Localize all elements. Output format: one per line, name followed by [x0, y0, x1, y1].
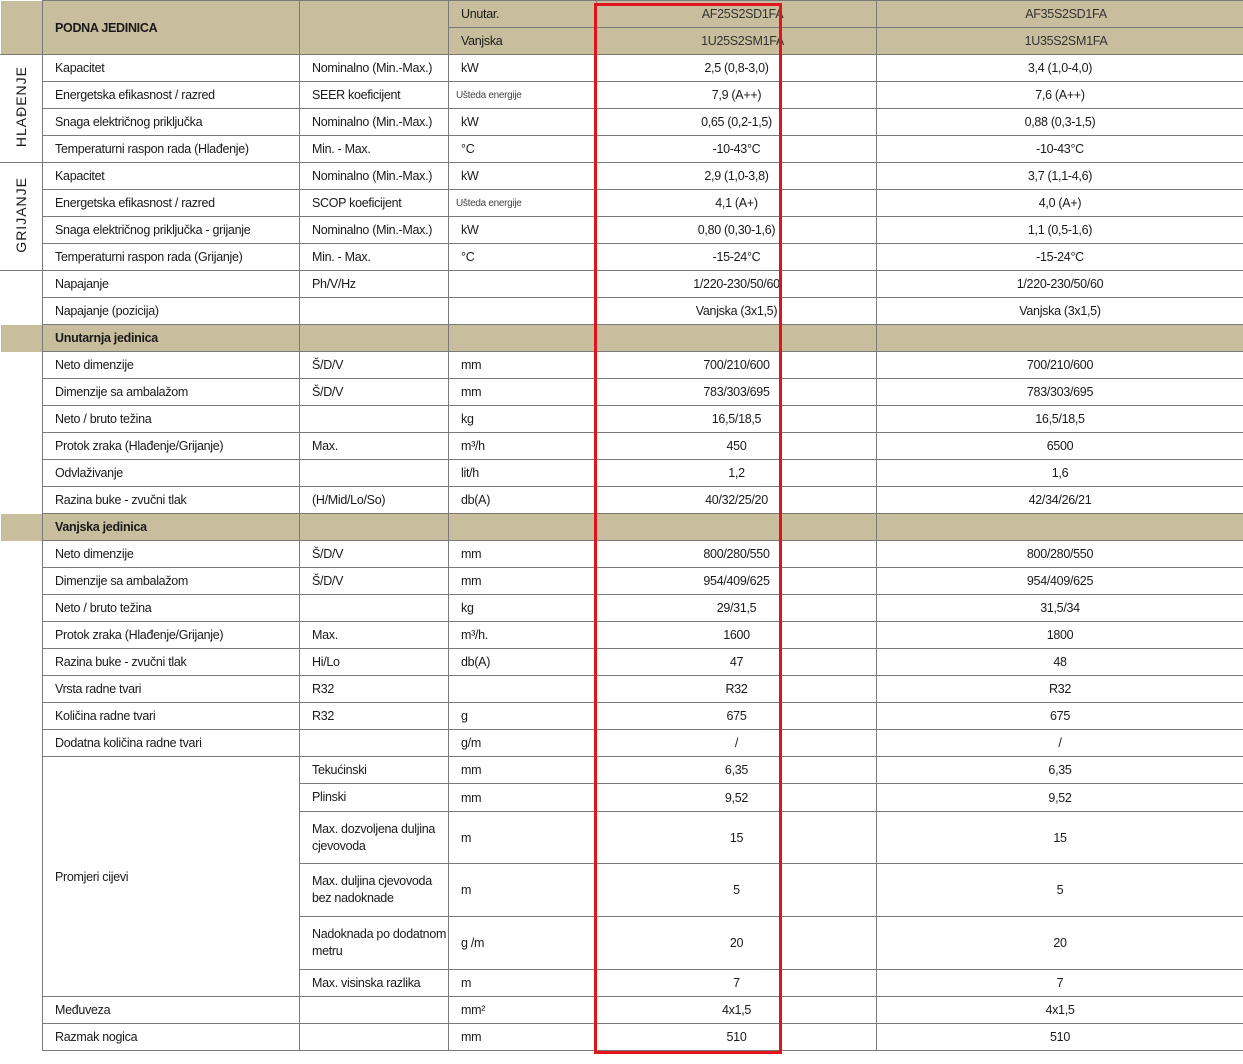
heating-row [1, 217, 1243, 244]
cooling-row [1, 55, 1243, 82]
section-indoor-fill [877, 325, 1243, 352]
row-label: Protok zraka (Hlađenje/Grijanje) [43, 433, 300, 460]
indoor-row [1, 433, 1243, 460]
row-value-model-2: 510 [877, 1024, 1243, 1051]
group-heating-label: GRIJANJE [13, 177, 29, 253]
row-value-model-1: 450 [597, 433, 877, 460]
section-indoor [1, 325, 1243, 352]
row-unit: mm [449, 1024, 597, 1051]
row-value-model-1: / [597, 730, 877, 757]
group-spacer [1, 812, 43, 864]
row-value-model-2: 3,4 (1,0-4,0) [877, 55, 1243, 82]
row-value-model-1: -10-43°C [597, 136, 877, 163]
heating-row [1, 190, 1243, 217]
cooling-row [1, 82, 1243, 109]
group-spacer [1, 730, 43, 757]
header-unit-outdoor: Vanjska [449, 28, 597, 55]
group-spacer [1, 864, 43, 917]
row-unit: db(A) [449, 649, 597, 676]
row-condition: Max. [300, 622, 449, 649]
pipe-value-model-2: 9,52 [877, 784, 1243, 812]
outdoor-row [1, 568, 1243, 595]
pipe-condition: Max. dozvoljena duljina cjevovoda [300, 812, 449, 864]
row-unit: mm [449, 541, 597, 568]
outdoor-row [1, 541, 1243, 568]
row-value-model-2: 954/409/625 [877, 568, 1243, 595]
row-unit: mm² [449, 997, 597, 1024]
row-condition: Hi/Lo [300, 649, 449, 676]
row-value-model-1: 47 [597, 649, 877, 676]
row-condition [300, 1024, 449, 1051]
row-label: Energetska efikasnost / razred [43, 190, 300, 217]
group-spacer [1, 703, 43, 730]
group-spacer [1, 433, 43, 460]
row-value-model-2: R32 [877, 676, 1243, 703]
row-label: Kapacitet [43, 55, 300, 82]
pipe-condition: Tekućinski [300, 757, 449, 784]
row-unit: kg [449, 595, 597, 622]
row-value-model-2: Vanjska (3x1,5) [877, 298, 1243, 325]
section-indoor-title: Unutarnja jedinica [43, 325, 300, 352]
pipe-value-model-1: 7 [597, 970, 877, 997]
group-spacer [1, 514, 43, 541]
group-spacer [1, 325, 43, 352]
outdoor-row [1, 730, 1243, 757]
group-spacer [1, 757, 43, 784]
row-unit: lit/h [449, 460, 597, 487]
row-value-model-1: 0,65 (0,2-1,5) [597, 109, 877, 136]
pipe-unit: mm [449, 757, 597, 784]
row-unit: mm [449, 352, 597, 379]
row-label: Dimenzije sa ambalažom [43, 568, 300, 595]
row-value-model-1: 700/210/600 [597, 352, 877, 379]
pipe-unit: g /m [449, 917, 597, 970]
header-blank [300, 1, 449, 55]
row-label: Dimenzije sa ambalažom [43, 379, 300, 406]
group-heating [1, 163, 43, 271]
outdoor-row [1, 622, 1243, 649]
row-condition: R32 [300, 676, 449, 703]
row-value-model-2: 48 [877, 649, 1243, 676]
pipes-label: Promjeri cijevi [43, 757, 300, 997]
row-unit: °C [449, 136, 597, 163]
outdoor-row [1, 595, 1243, 622]
row-label: Temperaturni raspon rada (Hlađenje) [43, 136, 300, 163]
model-outdoor-2: 1U35S2SM1FA [877, 28, 1243, 55]
indoor-row [1, 406, 1243, 433]
pipe-condition: Nadoknada po dodatnom metru [300, 917, 449, 970]
pipe-condition: Max. visinska razlika [300, 970, 449, 997]
row-label: Energetska efikasnost / razred [43, 82, 300, 109]
group-spacer [1, 460, 43, 487]
row-label: Razina buke - zvučni tlak [43, 649, 300, 676]
row-value-model-1: 40/32/25/20 [597, 487, 877, 514]
row-value-model-2: 7,6 (A++) [877, 82, 1243, 109]
row-value-model-1: 1/220-230/50/60 [597, 271, 877, 298]
row-condition: Min. - Max. [300, 136, 449, 163]
model-indoor-2: AF35S2SD1FA [877, 1, 1243, 28]
row-value-model-2: 31,5/34 [877, 595, 1243, 622]
group-spacer [1, 1024, 43, 1051]
row-value-model-2: -10-43°C [877, 136, 1243, 163]
row-label: Napajanje (pozicija) [43, 298, 300, 325]
row-label: Kapacitet [43, 163, 300, 190]
section-outdoor-fill [877, 514, 1243, 541]
row-value-model-2: 6500 [877, 433, 1243, 460]
cooling-row [1, 136, 1243, 163]
row-condition: Š/D/V [300, 568, 449, 595]
heating-row [1, 244, 1243, 271]
pipe-value-model-2: 7 [877, 970, 1243, 997]
pipe-value-model-2: 20 [877, 917, 1243, 970]
pipe-unit: m [449, 864, 597, 917]
section-outdoor [1, 514, 1243, 541]
group-cooling-label: HLAĐENJE [13, 66, 29, 148]
row-unit: kW [449, 163, 597, 190]
row-condition: Max. [300, 433, 449, 460]
row-label: Međuveza [43, 997, 300, 1024]
row-label: Vrsta radne tvari [43, 676, 300, 703]
row-unit: mm [449, 568, 597, 595]
row-value-model-1: 783/303/695 [597, 379, 877, 406]
row-label: Temperaturni raspon rada (Grijanje) [43, 244, 300, 271]
table-title: PODNA JEDINICA [43, 1, 300, 55]
group-spacer [1, 649, 43, 676]
group-spacer [1, 379, 43, 406]
row-value-model-1: 7,9 (A++) [597, 82, 877, 109]
row-condition: SCOP koeficijent [300, 190, 449, 217]
row-condition: Š/D/V [300, 379, 449, 406]
row-unit: g/m [449, 730, 597, 757]
row-unit [449, 676, 597, 703]
row-value-model-1: 2,9 (1,0-3,8) [597, 163, 877, 190]
row-value-model-2: 4,0 (A+) [877, 190, 1243, 217]
row-condition: Ph/V/Hz [300, 271, 449, 298]
corner-cell [1, 1, 43, 55]
row-value-model-1: R32 [597, 676, 877, 703]
row-condition: Š/D/V [300, 541, 449, 568]
row-condition: Nominalno (Min.-Max.) [300, 163, 449, 190]
row-condition: Min. - Max. [300, 244, 449, 271]
outdoor-row [1, 676, 1243, 703]
bottom-row [1, 1024, 1243, 1051]
row-unit: mm [449, 379, 597, 406]
row-unit: kW [449, 217, 597, 244]
group-spacer [1, 970, 43, 997]
section-outdoor-fill [597, 514, 877, 541]
group-spacer [1, 784, 43, 812]
row-value-model-2: 700/210/600 [877, 352, 1243, 379]
model-outdoor-1: 1U25S2SM1FA [597, 28, 877, 55]
indoor-row [1, 379, 1243, 406]
header-row-indoor [1, 1, 1243, 28]
row-value-model-2: 3,7 (1,1-4,6) [877, 163, 1243, 190]
model-indoor-1: AF25S2SD1FA [597, 1, 877, 28]
row-condition: Nominalno (Min.-Max.) [300, 109, 449, 136]
row-value-model-1: Vanjska (3x1,5) [597, 298, 877, 325]
pipe-unit: m [449, 970, 597, 997]
pipe-unit: mm [449, 784, 597, 812]
row-label: Odvlaživanje [43, 460, 300, 487]
row-condition [300, 406, 449, 433]
row-unit: kg [449, 406, 597, 433]
spec-table-body [1, 1, 1243, 1051]
row-unit: db(A) [449, 487, 597, 514]
row-value-model-1: 29/31,5 [597, 595, 877, 622]
pipe-value-model-1: 15 [597, 812, 877, 864]
row-value-model-1: 2,5 (0,8-3,0) [597, 55, 877, 82]
pipe-value-model-1: 20 [597, 917, 877, 970]
section-outdoor-fill [300, 514, 449, 541]
power-row [1, 298, 1243, 325]
row-value-model-2: -15-24°C [877, 244, 1243, 271]
pipe-value-model-1: 5 [597, 864, 877, 917]
row-value-model-2: 16,5/18,5 [877, 406, 1243, 433]
row-value-model-1: 800/280/550 [597, 541, 877, 568]
pipe-value-model-2: 6,35 [877, 757, 1243, 784]
row-condition [300, 460, 449, 487]
row-value-model-2: 1,1 (0,5-1,6) [877, 217, 1243, 244]
row-value-model-2: 783/303/695 [877, 379, 1243, 406]
group-spacer [1, 622, 43, 649]
row-value-model-1: 0,80 (0,30-1,6) [597, 217, 877, 244]
outdoor-row [1, 649, 1243, 676]
group-spacer [1, 406, 43, 433]
row-unit: m³/h. [449, 622, 597, 649]
pipe-row [1, 757, 1243, 784]
row-label: Protok zraka (Hlađenje/Grijanje) [43, 622, 300, 649]
group-spacer [1, 595, 43, 622]
row-condition [300, 298, 449, 325]
section-outdoor-fill [449, 514, 597, 541]
group-spacer [1, 676, 43, 703]
group-spacer [1, 541, 43, 568]
row-label: Neto dimenzije [43, 352, 300, 379]
row-unit: Ušteda energije [449, 190, 597, 217]
pipe-condition: Plinski [300, 784, 449, 812]
row-value-model-1: 675 [597, 703, 877, 730]
group-cooling [1, 55, 43, 163]
header-unit-indoor: Unutar. [449, 1, 597, 28]
row-value-model-1: 16,5/18,5 [597, 406, 877, 433]
heating-row [1, 163, 1243, 190]
section-indoor-fill [300, 325, 449, 352]
section-outdoor-title: Vanjska jedinica [43, 514, 300, 541]
row-label: Napajanje [43, 271, 300, 298]
section-indoor-fill [449, 325, 597, 352]
row-label: Neto / bruto težina [43, 406, 300, 433]
row-value-model-2: 800/280/550 [877, 541, 1243, 568]
row-value-model-1: 510 [597, 1024, 877, 1051]
row-value-model-1: 4x1,5 [597, 997, 877, 1024]
row-condition [300, 730, 449, 757]
group-spacer [1, 917, 43, 970]
pipe-unit: m [449, 812, 597, 864]
indoor-row [1, 487, 1243, 514]
row-value-model-1: 4,1 (A+) [597, 190, 877, 217]
row-label: Snaga električnog priključka [43, 109, 300, 136]
row-unit: kW [449, 109, 597, 136]
pipe-condition: Max. duljina cjevovoda bez nadoknade [300, 864, 449, 917]
group-spacer [1, 997, 43, 1024]
pipe-value-model-2: 5 [877, 864, 1243, 917]
row-value-model-2: 1/220-230/50/60 [877, 271, 1243, 298]
row-condition: R32 [300, 703, 449, 730]
group-spacer [1, 568, 43, 595]
pipe-value-model-1: 6,35 [597, 757, 877, 784]
row-label: Snaga električnog priključka - grijanje [43, 217, 300, 244]
row-value-model-2: 0,88 (0,3-1,5) [877, 109, 1243, 136]
pipe-value-model-2: 15 [877, 812, 1243, 864]
row-value-model-2: 1,6 [877, 460, 1243, 487]
row-unit: m³/h [449, 433, 597, 460]
row-condition: Š/D/V [300, 352, 449, 379]
row-value-model-1: 1,2 [597, 460, 877, 487]
row-label: Dodatna količina radne tvari [43, 730, 300, 757]
row-value-model-1: 954/409/625 [597, 568, 877, 595]
row-label: Neto / bruto težina [43, 595, 300, 622]
row-unit [449, 298, 597, 325]
group-spacer [1, 487, 43, 514]
indoor-row [1, 460, 1243, 487]
group-spacer [1, 271, 43, 298]
row-label: Razina buke - zvučni tlak [43, 487, 300, 514]
row-unit: kW [449, 55, 597, 82]
outdoor-row [1, 703, 1243, 730]
row-value-model-2: 42/34/26/21 [877, 487, 1243, 514]
cooling-row [1, 109, 1243, 136]
row-condition [300, 997, 449, 1024]
row-value-model-2: / [877, 730, 1243, 757]
row-unit [449, 271, 597, 298]
row-condition: Nominalno (Min.-Max.) [300, 55, 449, 82]
row-condition: (H/Mid/Lo/So) [300, 487, 449, 514]
row-condition [300, 595, 449, 622]
row-value-model-2: 4x1,5 [877, 997, 1243, 1024]
row-value-model-2: 1800 [877, 622, 1243, 649]
row-unit: °C [449, 244, 597, 271]
power-row [1, 271, 1243, 298]
pipe-value-model-1: 9,52 [597, 784, 877, 812]
row-value-model-1: -15-24°C [597, 244, 877, 271]
row-value-model-2: 675 [877, 703, 1243, 730]
indoor-row [1, 352, 1243, 379]
row-label: Neto dimenzije [43, 541, 300, 568]
row-label: Razmak nogica [43, 1024, 300, 1051]
row-condition: Nominalno (Min.-Max.) [300, 217, 449, 244]
section-indoor-fill [597, 325, 877, 352]
row-value-model-1: 1600 [597, 622, 877, 649]
row-unit: g [449, 703, 597, 730]
row-unit: Ušteda energije [449, 82, 597, 109]
row-condition: SEER koeficijent [300, 82, 449, 109]
group-spacer [1, 298, 43, 325]
bottom-row [1, 997, 1243, 1024]
row-label: Količina radne tvari [43, 703, 300, 730]
group-spacer [1, 352, 43, 379]
